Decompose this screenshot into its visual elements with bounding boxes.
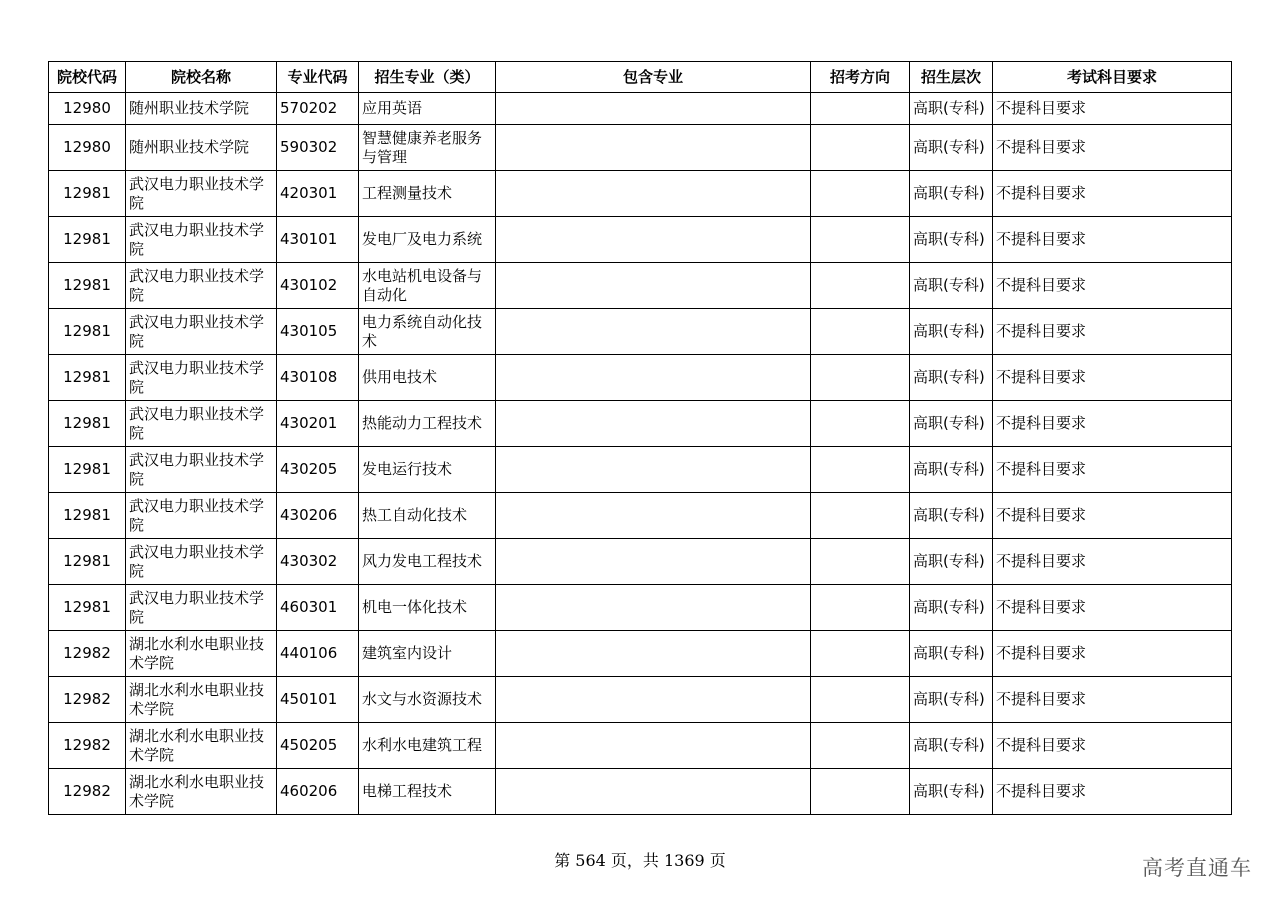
cell-school-code: 12981 bbox=[49, 585, 126, 631]
cell-school-name: 武汉电力职业技术学院 bbox=[126, 401, 277, 447]
cell-requirement: 不提科目要求 bbox=[993, 769, 1232, 815]
cell-school-name: 武汉电力职业技术学院 bbox=[126, 447, 277, 493]
cell-major-code: 440106 bbox=[277, 631, 359, 677]
cell-requirement: 不提科目要求 bbox=[993, 631, 1232, 677]
header-row bbox=[49, 62, 1232, 93]
cell-major: 水文与水资源技术 bbox=[359, 677, 496, 723]
cell-school-code: 12980 bbox=[49, 125, 126, 171]
cell-direction bbox=[811, 493, 910, 539]
cell-level: 高职(专科) bbox=[910, 125, 993, 171]
cell-school-name: 武汉电力职业技术学院 bbox=[126, 585, 277, 631]
header-direction: 招考方向 bbox=[811, 62, 910, 93]
cell-requirement: 不提科目要求 bbox=[993, 171, 1232, 217]
cell-requirement: 不提科目要求 bbox=[993, 585, 1232, 631]
cell-included-majors bbox=[496, 447, 811, 493]
cell-school-code: 12981 bbox=[49, 493, 126, 539]
table-row bbox=[49, 263, 1232, 309]
cell-major: 热工自动化技术 bbox=[359, 493, 496, 539]
cell-major-code: 430101 bbox=[277, 217, 359, 263]
cell-requirement: 不提科目要求 bbox=[993, 217, 1232, 263]
header-requirement: 考试科目要求 bbox=[993, 62, 1232, 93]
cell-major-code: 570202 bbox=[277, 93, 359, 125]
table-row bbox=[49, 677, 1232, 723]
cell-direction bbox=[811, 585, 910, 631]
header-school-name: 院校名称 bbox=[126, 62, 277, 93]
cell-major-code: 430105 bbox=[277, 309, 359, 355]
cell-major-code: 450101 bbox=[277, 677, 359, 723]
cell-major: 风力发电工程技术 bbox=[359, 539, 496, 585]
table-row bbox=[49, 309, 1232, 355]
table-row bbox=[49, 355, 1232, 401]
cell-level: 高职(专科) bbox=[910, 539, 993, 585]
cell-school-name: 湖北水利水电职业技术学院 bbox=[126, 677, 277, 723]
table-row bbox=[49, 125, 1232, 171]
cell-level: 高职(专科) bbox=[910, 677, 993, 723]
cell-included-majors bbox=[496, 401, 811, 447]
table-row bbox=[49, 217, 1232, 263]
table-row bbox=[49, 723, 1232, 769]
cell-school-code: 12981 bbox=[49, 217, 126, 263]
cell-major-code: 430108 bbox=[277, 355, 359, 401]
table-row bbox=[49, 447, 1232, 493]
cell-school-code: 12981 bbox=[49, 401, 126, 447]
cell-major: 热能动力工程技术 bbox=[359, 401, 496, 447]
cell-major-code: 460206 bbox=[277, 769, 359, 815]
cell-requirement: 不提科目要求 bbox=[993, 723, 1232, 769]
cell-level: 高职(专科) bbox=[910, 355, 993, 401]
table-row bbox=[49, 631, 1232, 677]
cell-requirement: 不提科目要求 bbox=[993, 93, 1232, 125]
cell-requirement: 不提科目要求 bbox=[993, 677, 1232, 723]
cell-level: 高职(专科) bbox=[910, 447, 993, 493]
cell-school-code: 12981 bbox=[49, 309, 126, 355]
cell-school-code: 12982 bbox=[49, 723, 126, 769]
cell-level: 高职(专科) bbox=[910, 93, 993, 125]
cell-school-code: 12982 bbox=[49, 769, 126, 815]
cell-level: 高职(专科) bbox=[910, 493, 993, 539]
cell-major-code: 590302 bbox=[277, 125, 359, 171]
cell-requirement: 不提科目要求 bbox=[993, 309, 1232, 355]
cell-major: 水利水电建筑工程 bbox=[359, 723, 496, 769]
cell-level: 高职(专科) bbox=[910, 723, 993, 769]
cell-school-name: 武汉电力职业技术学院 bbox=[126, 355, 277, 401]
cell-major: 电力系统自动化技术 bbox=[359, 309, 496, 355]
cell-major-code: 430102 bbox=[277, 263, 359, 309]
cell-school-name: 武汉电力职业技术学院 bbox=[126, 217, 277, 263]
header-school-code: 院校代码 bbox=[49, 62, 126, 93]
cell-major-code: 460301 bbox=[277, 585, 359, 631]
cell-level: 高职(专科) bbox=[910, 263, 993, 309]
cell-level: 高职(专科) bbox=[910, 309, 993, 355]
cell-included-majors bbox=[496, 585, 811, 631]
cell-school-name: 湖北水利水电职业技术学院 bbox=[126, 723, 277, 769]
table-row bbox=[49, 585, 1232, 631]
cell-school-name: 湖北水利水电职业技术学院 bbox=[126, 631, 277, 677]
cell-included-majors bbox=[496, 217, 811, 263]
cell-school-code: 12981 bbox=[49, 355, 126, 401]
cell-direction bbox=[811, 263, 910, 309]
cell-major-code: 430302 bbox=[277, 539, 359, 585]
cell-school-code: 12981 bbox=[49, 447, 126, 493]
cell-school-code: 12981 bbox=[49, 263, 126, 309]
header-included-majors: 包含专业 bbox=[496, 62, 811, 93]
cell-school-name: 武汉电力职业技术学院 bbox=[126, 493, 277, 539]
cell-level: 高职(专科) bbox=[910, 631, 993, 677]
cell-direction bbox=[811, 631, 910, 677]
cell-major: 建筑室内设计 bbox=[359, 631, 496, 677]
cell-included-majors bbox=[496, 493, 811, 539]
cell-included-majors bbox=[496, 171, 811, 217]
cell-level: 高职(专科) bbox=[910, 171, 993, 217]
cell-direction bbox=[811, 723, 910, 769]
cell-direction bbox=[811, 769, 910, 815]
cell-direction bbox=[811, 309, 910, 355]
cell-major: 水电站机电设备与自动化 bbox=[359, 263, 496, 309]
cell-school-code: 12981 bbox=[49, 539, 126, 585]
cell-major-code: 420301 bbox=[277, 171, 359, 217]
cell-major: 供用电技术 bbox=[359, 355, 496, 401]
cell-direction bbox=[811, 539, 910, 585]
cell-level: 高职(专科) bbox=[910, 769, 993, 815]
cell-requirement: 不提科目要求 bbox=[993, 263, 1232, 309]
cell-requirement: 不提科目要求 bbox=[993, 447, 1232, 493]
cell-major-code: 430206 bbox=[277, 493, 359, 539]
cell-major: 智慧健康养老服务与管理 bbox=[359, 125, 496, 171]
cell-direction bbox=[811, 355, 910, 401]
header-major: 招生专业（类） bbox=[359, 62, 496, 93]
watermark: 高考直通车 bbox=[1142, 856, 1252, 880]
cell-level: 高职(专科) bbox=[910, 585, 993, 631]
cell-major: 工程测量技术 bbox=[359, 171, 496, 217]
cell-level: 高职(专科) bbox=[910, 217, 993, 263]
cell-school-name: 随州职业技术学院 bbox=[126, 125, 277, 171]
table-body bbox=[49, 93, 1232, 815]
table-row bbox=[49, 171, 1232, 217]
cell-direction bbox=[811, 447, 910, 493]
cell-included-majors bbox=[496, 355, 811, 401]
cell-level: 高职(专科) bbox=[910, 401, 993, 447]
cell-major-code: 430201 bbox=[277, 401, 359, 447]
cell-major: 发电运行技术 bbox=[359, 447, 496, 493]
admissions-table bbox=[48, 61, 1232, 815]
cell-major: 电梯工程技术 bbox=[359, 769, 496, 815]
cell-requirement: 不提科目要求 bbox=[993, 539, 1232, 585]
cell-school-name: 随州职业技术学院 bbox=[126, 93, 277, 125]
cell-school-name: 湖北水利水电职业技术学院 bbox=[126, 769, 277, 815]
cell-included-majors bbox=[496, 769, 811, 815]
table-row bbox=[49, 539, 1232, 585]
cell-included-majors bbox=[496, 677, 811, 723]
table-row bbox=[49, 769, 1232, 815]
header-major-code: 专业代码 bbox=[277, 62, 359, 93]
cell-major: 发电厂及电力系统 bbox=[359, 217, 496, 263]
cell-direction bbox=[811, 217, 910, 263]
cell-requirement: 不提科目要求 bbox=[993, 401, 1232, 447]
cell-school-name: 武汉电力职业技术学院 bbox=[126, 263, 277, 309]
header-level: 招生层次 bbox=[910, 62, 993, 93]
cell-direction bbox=[811, 677, 910, 723]
table-row bbox=[49, 401, 1232, 447]
cell-included-majors bbox=[496, 631, 811, 677]
cell-included-majors bbox=[496, 125, 811, 171]
table-row bbox=[49, 93, 1232, 125]
cell-school-name: 武汉电力职业技术学院 bbox=[126, 309, 277, 355]
cell-requirement: 不提科目要求 bbox=[993, 355, 1232, 401]
cell-requirement: 不提科目要求 bbox=[993, 493, 1232, 539]
cell-school-name: 武汉电力职业技术学院 bbox=[126, 539, 277, 585]
cell-direction bbox=[811, 401, 910, 447]
cell-included-majors bbox=[496, 93, 811, 125]
table-row bbox=[49, 493, 1232, 539]
cell-school-name: 武汉电力职业技术学院 bbox=[126, 171, 277, 217]
cell-major-code: 430205 bbox=[277, 447, 359, 493]
cell-direction bbox=[811, 93, 910, 125]
cell-included-majors bbox=[496, 263, 811, 309]
page-number: 第 564 页，共 1369 页 bbox=[554, 851, 726, 870]
cell-major-code: 450205 bbox=[277, 723, 359, 769]
cell-direction bbox=[811, 171, 910, 217]
cell-major: 应用英语 bbox=[359, 93, 496, 125]
cell-included-majors bbox=[496, 723, 811, 769]
cell-included-majors bbox=[496, 539, 811, 585]
cell-school-code: 12981 bbox=[49, 171, 126, 217]
cell-school-code: 12980 bbox=[49, 93, 126, 125]
cell-major: 机电一体化技术 bbox=[359, 585, 496, 631]
cell-included-majors bbox=[496, 309, 811, 355]
cell-school-code: 12982 bbox=[49, 677, 126, 723]
cell-requirement: 不提科目要求 bbox=[993, 125, 1232, 171]
cell-direction bbox=[811, 125, 910, 171]
cell-school-code: 12982 bbox=[49, 631, 126, 677]
